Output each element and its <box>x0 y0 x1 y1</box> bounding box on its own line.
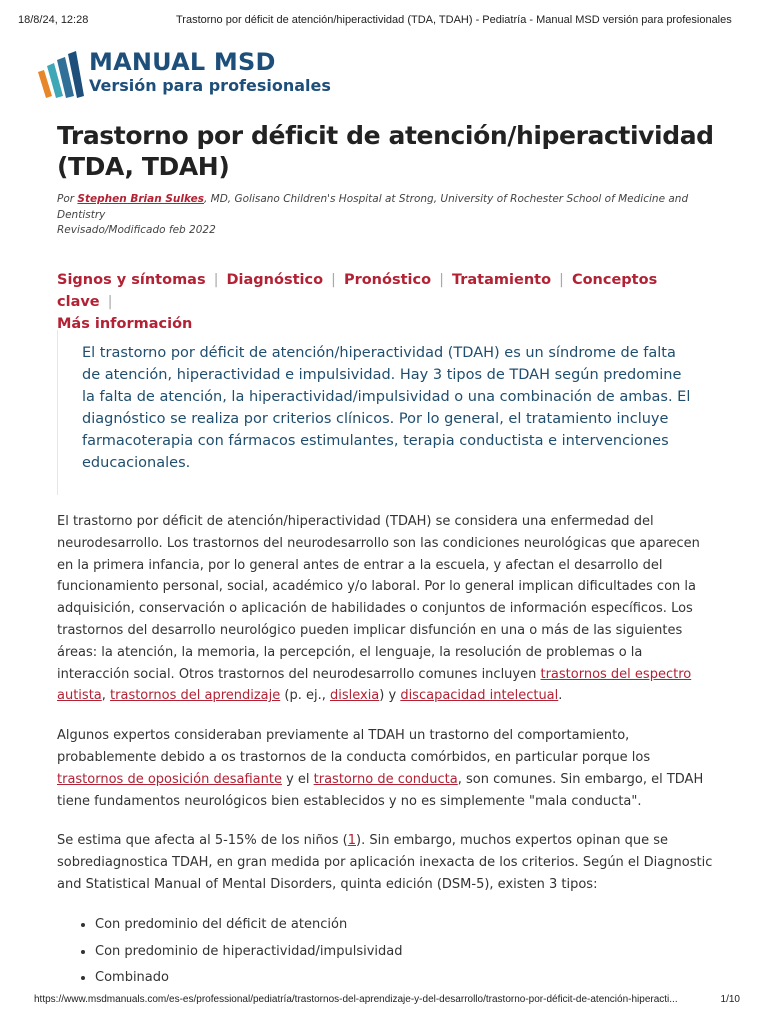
page-number: 1/10 <box>720 994 740 1005</box>
text: , <box>101 688 111 704</box>
author-affiliation: , MD, Golisano Children's Hospital at Strong, University of Rochester School of Medicine and Dentistry <box>57 193 689 221</box>
separator: | <box>107 294 113 310</box>
text: , son comunes. Sin embargo, el TDAH tiene fundamentos neurológicos bien establecidos y no es simplemente "mala conducta". <box>57 771 704 809</box>
logo-subtitle: Versión para profesionales <box>89 76 331 95</box>
reference-link-1[interactable]: 1 <box>347 833 356 849</box>
print-page-title: Trastorno por déficit de atención/hiperactividad (TDA, TDAH) - Pediatría - Manual MSD versión para profesionales <box>176 14 732 26</box>
summary-box <box>57 330 698 495</box>
link-trastornos-aprendizaje[interactable]: trastornos del aprendizaje <box>110 688 281 704</box>
separator: | <box>331 272 336 288</box>
paragraph-comportamiento <box>57 725 717 812</box>
author-link[interactable]: Stephen Brian Sulkes <box>77 193 204 205</box>
revision-date: Revisado/Modificado feb 2022 <box>57 224 216 236</box>
text: ). Sin embargo, muchos expertos opinan que se sobrediagnostica TDAH, en gran medida por aplicación inexacta de los criterios. Según el Diagnostic and Statistical Manual of Mental Disorders, quinta edición (DSM-5), existen 3 tipos: <box>57 833 713 892</box>
paragraph-intro <box>57 511 717 707</box>
logo-name: MANUAL MSD <box>89 48 276 76</box>
section-link-conceptos[interactable]: Conceptos clave <box>57 272 658 310</box>
link-dislexia[interactable]: dislexia <box>329 688 380 704</box>
section-link-signos[interactable]: Signos y síntomas <box>57 272 206 288</box>
section-link-tratamiento[interactable]: Tratamiento <box>451 272 552 288</box>
section-link-mas-info[interactable]: Más información <box>57 316 193 332</box>
link-espectro-autista[interactable]: trastornos del espectro autista <box>57 666 692 704</box>
article-byline <box>57 192 717 239</box>
list-item: • Con predominio del déficit de atención <box>95 914 717 936</box>
print-url: https://www.msdmanuals.com/es-es/professional/pediatría/trastornos-del-aprendizaje-y-del-desarrollo/trastorno-por-déficit-de-atención-hiperacti... <box>34 994 678 1005</box>
text: (p. ej., <box>280 688 330 704</box>
text: . <box>558 688 563 704</box>
list-item: • Con predominio de hiperactividad/impulsividad <box>95 941 717 963</box>
summary-text: El trastorno por déficit de atención/hiperactividad (TDAH) es un síndrome de falta de atención, hiperactividad e impulsividad. Hay 3 tipos de TDAH según predomine la falta de atención, la hiperactividad/impulsividad o una combinación de ambas. El diagnóstico se realiza por criterios clínicos. Por lo general, el tratamiento incluye farmacoterapia con fármacos estimulantes, terapia conductista e intervenciones educacionales. <box>82 345 691 471</box>
paragraph-prevalencia <box>57 830 717 895</box>
separator: | <box>213 272 219 288</box>
print-datetime: 18/8/24, 12:28 <box>18 14 89 26</box>
section-link-diagnostico[interactable]: Diagnóstico <box>226 272 324 288</box>
link-trastorno-conducta[interactable]: trastorno de conducta <box>313 771 458 787</box>
manual-msd-logo[interactable] <box>36 48 336 100</box>
byline-prefix: Por <box>57 193 78 205</box>
text: El trastorno por déficit de atención/hiperactividad (TDAH) se considera una enfermedad del neurodesarrollo. Los trastornos del neurodesarrollo son las condiciones neurológicas que aparecen en la primera infancia, por lo general antes de entrar a la escuela, y afectan el desarrollo del funcionamiento personal, social, académico y/o laboral. Por lo general implican dificultades con la adquisición, conservación o aplicación de habilidades o conjuntos de información específicos. Los trastornos del desarrollo neurológico pueden implicar disfunción en una o más de las siguientes áreas: la atención, la memoria, la percepción, el lenguaje, la resolución de problemas o la interacción social. Otros trastornos del neurodesarrollo comunes incluyen <box>57 514 700 682</box>
section-navigation <box>57 269 717 335</box>
separator: | <box>439 272 444 288</box>
article-title: Trastorno por déficit de atención/hiperactividad (TDA, TDAH) <box>57 121 714 181</box>
article-body <box>57 511 717 994</box>
link-discapacidad-intelectual[interactable]: discapacidad intelectual <box>400 688 559 704</box>
text: y el <box>281 771 314 787</box>
separator: | <box>559 272 564 288</box>
section-link-pronostico[interactable]: Pronóstico <box>343 272 432 288</box>
text: Se estima que afecta al 5-15% de los niños ( <box>57 833 348 849</box>
text: ) y <box>379 688 401 704</box>
text: Algunos expertos consideraban previamente al TDAH un trastorno del comportamiento, probablemente debido a os trastornos de la conducta comórbidos, en particular porque los <box>57 728 651 765</box>
link-oposicion-desafiante[interactable]: trastornos de oposición desafiante <box>57 771 282 787</box>
list-item: • Combinado <box>95 967 717 989</box>
tdah-types-list <box>57 914 717 989</box>
logo-mark-icon <box>36 48 84 98</box>
